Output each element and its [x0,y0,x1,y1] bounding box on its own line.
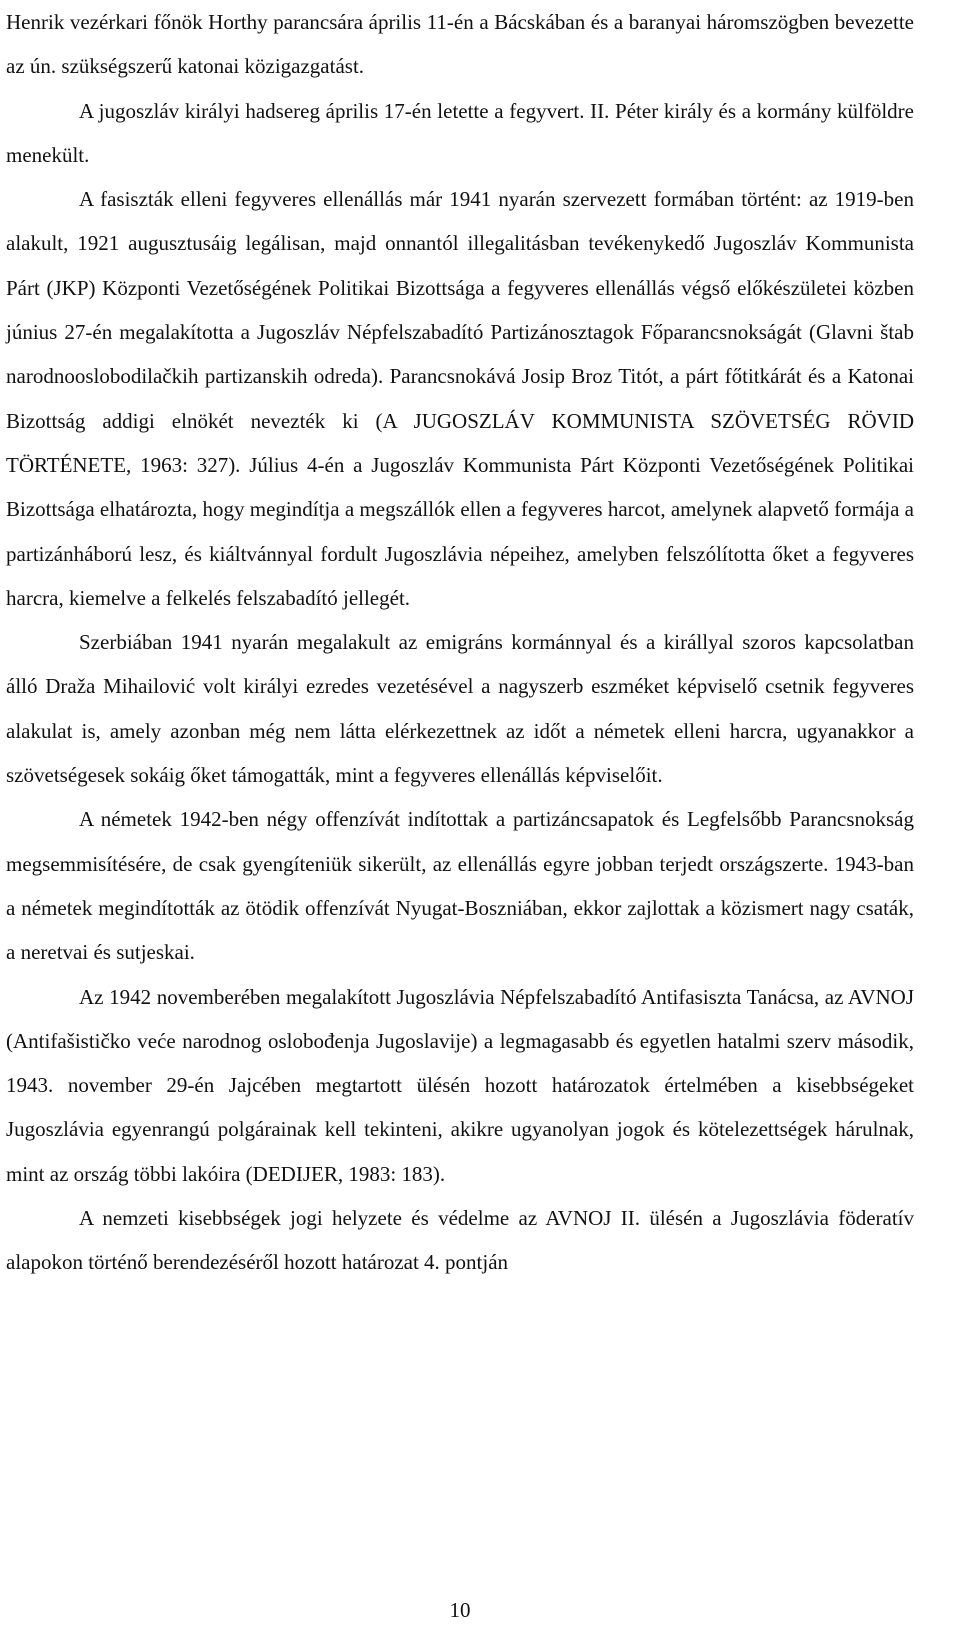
paragraph: A németek 1942-ben négy offenzívát indítottak a partizáncsapatok és Legfelsőbb Parancsnokság megsemmisítésére, de csak gyengíteniük sikerült, az ellenállás egyre jobban terjedt országszerte. 1943-ban a németek megindították az ötödik offenzívát Nyugat-Boszniában, ekkor zajlottak a közismert nagy csaták, a neretvai és sutjeskai. [6,807,914,965]
page-number: 10 [449,1598,471,1622]
paragraph: A fasiszták elleni fegyveres ellenállás már 1941 nyarán szervezett formában történt: az 1919-ben alakult, 1921 augusztusáig legálisan, majd onnantól illegalitásban tevékenykedő Jugoszláv Kommunista Párt (JKP) Központi Vezetőségének Politikai Bizottsága a fegyveres ellenállás végső előkészületei közben június 27-én megalakította a Jugoszláv Népfelszabadító Partizánosztagok Főparancsnokságát (Glavni štab narodnooslobodilačkih partizanskih odreda). Parancsnokává Josip Broz Titót, a párt főtitkárát és a Katonai Bizottság addigi elnökét nevezték ki (A JUGOSZLÁV KOMMUNISTA SZÖVETSÉG RÖVID TÖRTÉNETE, 1963: 327). Július 4-én a Jugoszláv Kommunista Párt Központi Vezetőségének Politikai Bizottsága elhatározta, hogy megindítja a megszállók ellen a fegyveres harcot, amelynek alapvető formája a partizánháború lesz, és kiáltvánnyal fordult Jugoszlávia népeihez, amelyben felszólította őket a fegyveres harcra, kiemelve a felkelés felszabadító jellegét. [6,187,914,610]
paragraph: Szerbiában 1941 nyarán megalakult az emigráns kormánnyal és a királlyal szoros kapcsolatban álló Draža Mihailović volt királyi ezredes vezetésével a nagyszerb eszméket képviselő csetnik fegyveres alakulat is, amely azonban még nem látta elérkezettnek az időt a németek elleni harcra, ugyanakkor a szövetségesek sokáig őket támogatták, mint a fegyveres ellenállás képviselőit. [6,630,914,788]
paragraph: Az 1942 novemberében megalakított Jugoszlávia Népfelszabadító Antifasiszta Tanácsa, az AVNOJ (Antifašističko veće narodnog oslobođenja Jugoslavije) a legmagasabb és egyetlen hatalmi szerv második, 1943. november 29-én Jajcében megtartott ülésén hozott határozatok értelmében a kisebbségeket Jugoszlávia egyenrangú polgárainak kell tekinteni, akikre ugyanolyan jogok és kötelezettségek hárulnak, mint az ország többi lakóira (DEDIJER, 1983: 183). [6,984,914,1186]
paragraph: Henrik vezérkari főnök Horthy parancsára április 11-én a Bácskában és a baranyai háromszögben bevezette az ún. szükségszerű katonai közigazgatást. [6,10,914,79]
document-body [6,0,914,1285]
paragraph: A nemzeti kisebbségek jogi helyzete és védelme az AVNOJ II. ülésén a Jugoszlávia föderatív alapokon történő berendezéséről hozott határozat 4. pontján [6,1206,914,1275]
paragraph: A jugoszláv királyi hadsereg április 17-én letette a fegyvert. II. Péter király és a kormány külföldre menekült. [6,98,914,167]
